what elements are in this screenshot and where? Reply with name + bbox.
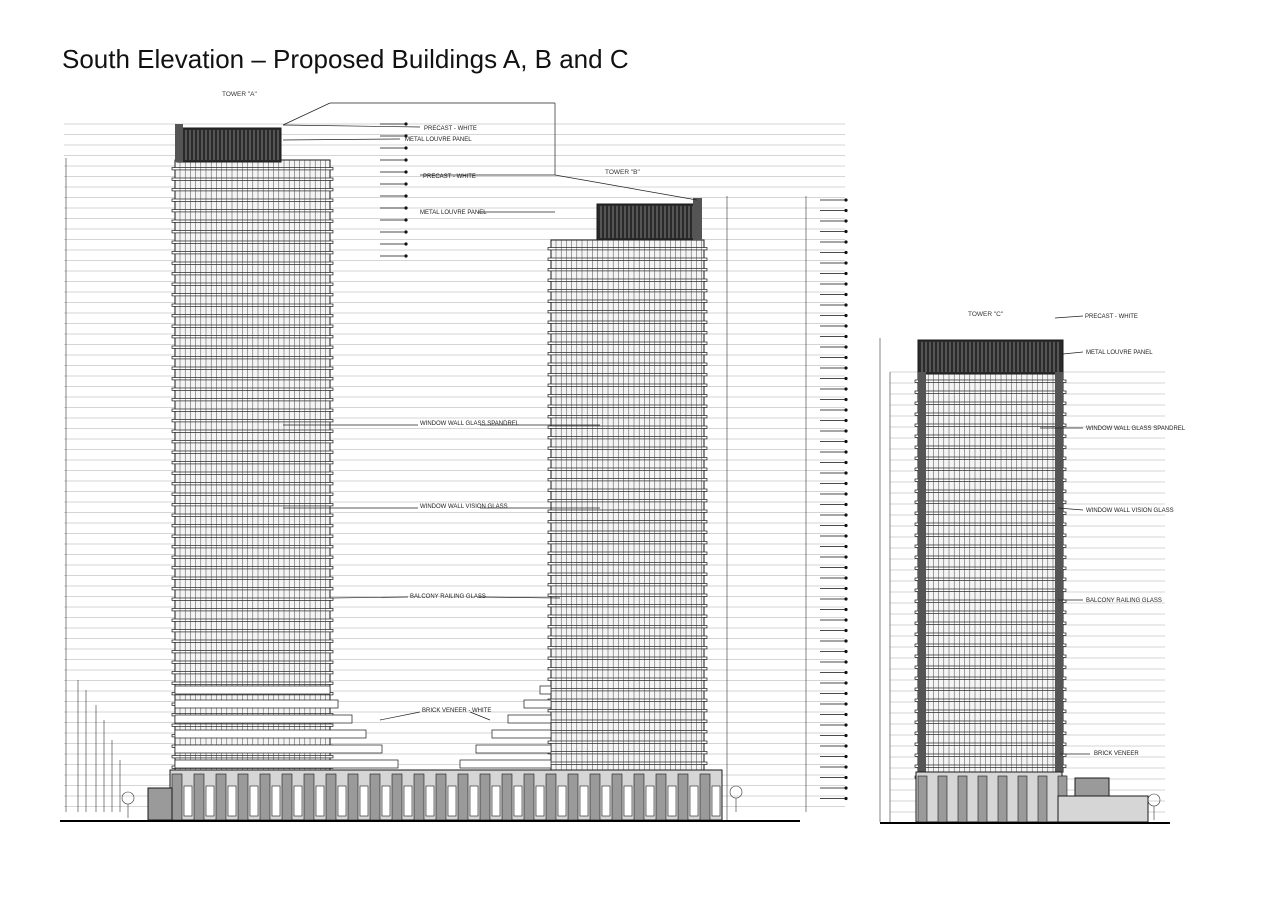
balcony-slab (172, 567, 333, 569)
balcony-slab (172, 357, 333, 359)
ground-window (426, 786, 434, 816)
podium-terrace (175, 760, 398, 768)
brick-pier (436, 774, 446, 820)
level-marker-dot (404, 182, 407, 185)
level-marker-dot (844, 524, 847, 527)
balcony-slab (172, 504, 333, 506)
brick-pier (1038, 776, 1047, 822)
balcony-slab (172, 472, 333, 474)
label-metal-louvre-a: METAL LOUVRE PANEL (405, 137, 472, 143)
level-marker-dot (844, 723, 847, 726)
balcony-slab (172, 514, 333, 516)
balcony-slab (172, 451, 333, 453)
balcony-slab (172, 283, 333, 285)
balcony-slab (548, 258, 707, 260)
balcony-slab (172, 682, 333, 684)
ground-window (646, 786, 654, 816)
balcony-slab (548, 636, 707, 638)
label-balcony-c: BALCONY RAILING GLASS (1086, 598, 1162, 604)
level-marker-dot (844, 765, 847, 768)
balcony-slab (172, 220, 333, 222)
tree (1148, 794, 1160, 806)
ground-window (624, 786, 632, 816)
balcony-slab (548, 363, 707, 365)
brick-pier (370, 774, 380, 820)
brick-pier (216, 774, 226, 820)
level-marker-dot (844, 513, 847, 516)
balcony-slab (548, 300, 707, 302)
level-marker-dot (844, 471, 847, 474)
balcony-slab (548, 689, 707, 691)
balcony-slab (172, 388, 333, 390)
brick-pier (326, 774, 336, 820)
balcony-slab (172, 756, 333, 758)
level-marker-dot (844, 303, 847, 306)
ground-window (602, 786, 610, 816)
balcony-slab (172, 378, 333, 380)
label-spandrel-c: WINDOW WALL GLASS SPANDREL (1086, 426, 1186, 432)
brick-pier (282, 774, 292, 820)
ground-window (338, 786, 346, 816)
ground-window (404, 786, 412, 816)
level-marker-dot (844, 597, 847, 600)
leader-line (478, 597, 560, 598)
ground-window (206, 786, 214, 816)
tower-c-precast-edge-right (1055, 372, 1063, 772)
brick-pier (392, 774, 402, 820)
balcony-slab (172, 367, 333, 369)
podium-terrace (175, 686, 330, 694)
balcony-slab (172, 168, 333, 170)
ground-window (448, 786, 456, 816)
balcony-slab (548, 311, 707, 313)
tree (122, 792, 134, 804)
level-marker-dot (844, 482, 847, 485)
brick-pier (1018, 776, 1027, 822)
brick-pier (546, 774, 556, 820)
level-marker-dot (844, 345, 847, 348)
brick-pier (678, 774, 688, 820)
level-marker-dot (844, 650, 847, 653)
ground-window (580, 786, 588, 816)
balcony-slab (548, 563, 707, 565)
balcony-slab (548, 395, 707, 397)
brick-pier (958, 776, 967, 822)
level-marker-dot (844, 608, 847, 611)
level-marker-dot (844, 587, 847, 590)
podium-terrace (492, 730, 551, 738)
ground-window (470, 786, 478, 816)
balcony-slab (172, 178, 333, 180)
podium-annex (148, 788, 172, 820)
brick-pier (414, 774, 424, 820)
tower-b-louvre-panel (597, 204, 697, 240)
balcony-slab (548, 741, 707, 743)
tower-c-annex-box (1075, 778, 1109, 796)
balcony-slab (548, 657, 707, 659)
balcony-slab (172, 672, 333, 674)
label-balcony-a: BALCONY RAILING GLASS (410, 594, 486, 600)
ground-window (228, 786, 236, 816)
balcony-slab (172, 483, 333, 485)
level-marker-dot (844, 356, 847, 359)
balcony-slab (172, 336, 333, 338)
balcony-slab (548, 531, 707, 533)
balcony-slab (548, 342, 707, 344)
balcony-slab (172, 588, 333, 590)
balcony-slab (172, 262, 333, 264)
level-marker-dot (844, 282, 847, 285)
balcony-slab (548, 321, 707, 323)
leader-line (1055, 316, 1083, 318)
balcony-slab (548, 521, 707, 523)
brick-pier (480, 774, 490, 820)
balcony-slab (172, 430, 333, 432)
ground-window (250, 786, 258, 816)
brick-pier (918, 776, 927, 822)
balcony-slab (172, 462, 333, 464)
ground-window (558, 786, 566, 816)
ground-window (382, 786, 390, 816)
level-marker-dot (844, 681, 847, 684)
brick-pier (612, 774, 622, 820)
balcony-slab (548, 699, 707, 701)
podium-terrace (175, 745, 382, 753)
brick-pier (172, 774, 182, 820)
balcony-slab (548, 405, 707, 407)
tower-b-label: TOWER "B" (605, 169, 640, 176)
balcony-slab (172, 315, 333, 317)
balcony-slab (172, 609, 333, 611)
tower-c-label: TOWER "C" (968, 311, 1004, 318)
ground-window (536, 786, 544, 816)
level-marker-dot (844, 660, 847, 663)
balcony-slab (548, 752, 707, 754)
balcony-slab (172, 535, 333, 537)
ground-window (690, 786, 698, 816)
ground-window (360, 786, 368, 816)
tower-c-precast-edge-left (918, 372, 926, 772)
tower-c (915, 372, 1066, 778)
tower-c-annex (1058, 796, 1148, 822)
label-precast-white-a: PRECAST - WHITE (424, 126, 477, 132)
level-marker-dot (844, 639, 847, 642)
level-marker-dot (844, 713, 847, 716)
leader-line (330, 597, 408, 598)
balcony-slab (172, 399, 333, 401)
tower-a-precast-edge (175, 124, 183, 162)
balcony-slab (172, 493, 333, 495)
leader-line (283, 139, 400, 140)
balcony-slab (548, 353, 707, 355)
level-marker-dot (844, 776, 847, 779)
label-vision-c: WINDOW WALL VISION GLASS (1086, 508, 1174, 514)
balcony-slab (172, 189, 333, 191)
level-marker-dot (844, 534, 847, 537)
ground-window (294, 786, 302, 816)
podium-terrace (175, 700, 338, 708)
balcony-slab (548, 374, 707, 376)
brick-pier (304, 774, 314, 820)
brick-pier (700, 774, 710, 820)
level-marker-dot (844, 219, 847, 222)
brick-pier (260, 774, 270, 820)
balcony-slab (548, 279, 707, 281)
level-marker-dot (844, 450, 847, 453)
tower-a-louvre-panel (177, 128, 281, 162)
balcony-slab (548, 500, 707, 502)
level-marker-dot (404, 146, 407, 149)
level-marker-dot (844, 503, 847, 506)
balcony-slab (172, 199, 333, 201)
balcony-slab (172, 640, 333, 642)
level-marker-dot (844, 440, 847, 443)
balcony-slab (172, 273, 333, 275)
brick-pier (656, 774, 666, 820)
balcony-slab (548, 426, 707, 428)
page-title: South Elevation – Proposed Buildings A, B and C (62, 44, 629, 74)
balcony-slab (172, 210, 333, 212)
balcony-slab (548, 626, 707, 628)
brick-pier (998, 776, 1007, 822)
level-marker-dot (844, 324, 847, 327)
ground-window (272, 786, 280, 816)
level-marker-dot (844, 702, 847, 705)
level-marker-dot (404, 206, 407, 209)
ground-window (514, 786, 522, 816)
balcony-slab (172, 630, 333, 632)
level-marker-dot (844, 429, 847, 432)
level-marker-dot (404, 194, 407, 197)
ground-window (492, 786, 500, 816)
level-marker-dot (844, 555, 847, 558)
brick-pier (524, 774, 534, 820)
tower-b-precast-edge (693, 198, 702, 240)
level-marker-dot (844, 251, 847, 254)
level-marker-dot (844, 797, 847, 800)
level-marker-dot (844, 618, 847, 621)
label-brick-white-a: BRICK VENEER - WHITE (422, 708, 492, 714)
buildings (60, 124, 1170, 823)
level-marker-dot (844, 314, 847, 317)
balcony-slab (548, 542, 707, 544)
level-marker-dot (844, 492, 847, 495)
balcony-slab (548, 647, 707, 649)
level-marker-dot (844, 377, 847, 380)
balcony-slab (548, 489, 707, 491)
balcony-slab (548, 290, 707, 292)
level-marker-dot (844, 755, 847, 758)
leader-line (283, 103, 330, 125)
label-spandrel-a: WINDOW WALL GLASS SPANDREL (420, 421, 520, 427)
level-marker-dot (404, 254, 407, 257)
balcony-slab (548, 447, 707, 449)
balcony-slab (172, 619, 333, 621)
level-marker-dot (844, 629, 847, 632)
label-precast-white-c: PRECAST - WHITE (1085, 314, 1138, 320)
balcony-slab (172, 252, 333, 254)
balcony-slab (548, 762, 707, 764)
level-marker-dot (844, 566, 847, 569)
level-marker-dot (844, 335, 847, 338)
level-marker-dot (844, 408, 847, 411)
balcony-slab (548, 479, 707, 481)
label-vision-a: WINDOW WALL VISION GLASS (420, 504, 508, 510)
podium-terrace (476, 745, 551, 753)
level-marker-dot (404, 158, 407, 161)
balcony-slab (548, 584, 707, 586)
tower-c-louvre-panel (918, 340, 1063, 374)
label-metal-louvre-b: METAL LOUVRE PANEL (420, 210, 487, 216)
level-marker-dot (844, 576, 847, 579)
level-marker-dot (404, 122, 407, 125)
level-marker-dot (844, 786, 847, 789)
balcony-slab (172, 598, 333, 600)
ground-window (668, 786, 676, 816)
brick-pier (348, 774, 358, 820)
balcony-slab (172, 231, 333, 233)
tower-a-label: TOWER "A" (222, 91, 257, 98)
level-marker-dot (404, 170, 407, 173)
level-marker-dot (404, 230, 407, 233)
level-marker-dot (844, 398, 847, 401)
level-marker-dot (404, 242, 407, 245)
brick-pier (634, 774, 644, 820)
ground-window (712, 786, 720, 816)
balcony-slab (548, 731, 707, 733)
level-marker-dot (844, 387, 847, 390)
level-marker-dot (844, 744, 847, 747)
balcony-slab (548, 510, 707, 512)
label-brick-c: BRICK VENEER (1094, 751, 1139, 757)
level-marker-dot (844, 545, 847, 548)
balcony-slab (548, 720, 707, 722)
balcony-slab (548, 269, 707, 271)
level-marker-dot (844, 293, 847, 296)
ground-window (316, 786, 324, 816)
balcony-slab (172, 325, 333, 327)
podium-terrace (508, 715, 551, 723)
level-marker-dot (844, 419, 847, 422)
level-marker-dot (844, 366, 847, 369)
level-marker-dot (844, 692, 847, 695)
balcony-slab (548, 468, 707, 470)
balcony-slab (172, 409, 333, 411)
brick-pier (502, 774, 512, 820)
level-marker-dot (844, 198, 847, 201)
leader-line (380, 712, 420, 720)
balcony-slab (172, 525, 333, 527)
balcony-slab (548, 437, 707, 439)
brick-pier (568, 774, 578, 820)
balcony-slab (172, 420, 333, 422)
brick-pier (590, 774, 600, 820)
balcony-slab (548, 678, 707, 680)
brick-pier (458, 774, 468, 820)
leader-line (283, 125, 420, 127)
podium-terrace (540, 686, 551, 694)
balcony-slab (172, 577, 333, 579)
level-marker-dot (844, 261, 847, 264)
level-marker-dot (844, 272, 847, 275)
leader-line (1063, 352, 1083, 354)
podium-terrace (175, 730, 366, 738)
balcony-slab (172, 304, 333, 306)
balcony-slab (548, 710, 707, 712)
balcony-slab (548, 416, 707, 418)
leader-line (555, 175, 697, 200)
balcony-slab (548, 384, 707, 386)
balcony-slab (172, 241, 333, 243)
balcony-slab (548, 248, 707, 250)
brick-pier (978, 776, 987, 822)
balcony-slab (172, 724, 333, 726)
balcony-slab (548, 458, 707, 460)
balcony-slab (172, 294, 333, 296)
balcony-slab (548, 594, 707, 596)
podium-terrace (524, 700, 551, 708)
podium-terrace (175, 715, 352, 723)
balcony-slab (172, 346, 333, 348)
balcony-slab (548, 552, 707, 554)
brick-pier (938, 776, 947, 822)
balcony-slab (548, 332, 707, 334)
balcony-slab (548, 605, 707, 607)
brick-pier (194, 774, 204, 820)
label-metal-louvre-c: METAL LOUVRE PANEL (1086, 350, 1153, 356)
level-marker-dot (404, 218, 407, 221)
level-marker-dot (844, 734, 847, 737)
podium-terrace (460, 760, 551, 768)
balcony-slab (172, 556, 333, 558)
ground-window (184, 786, 192, 816)
label-precast-white-b: PRECAST - WHITE (423, 174, 476, 180)
brick-pier (238, 774, 248, 820)
level-marker-dot (844, 461, 847, 464)
balcony-slab (548, 615, 707, 617)
level-marker-dot (844, 230, 847, 233)
level-marker-dot (844, 671, 847, 674)
tower-b (548, 240, 707, 775)
balcony-slab (172, 661, 333, 663)
balcony-slab (172, 441, 333, 443)
balcony-slab (548, 668, 707, 670)
level-marker-dot (844, 209, 847, 212)
level-marker-dot (844, 240, 847, 243)
balcony-slab (172, 546, 333, 548)
balcony-slab (172, 651, 333, 653)
balcony-slab (548, 573, 707, 575)
